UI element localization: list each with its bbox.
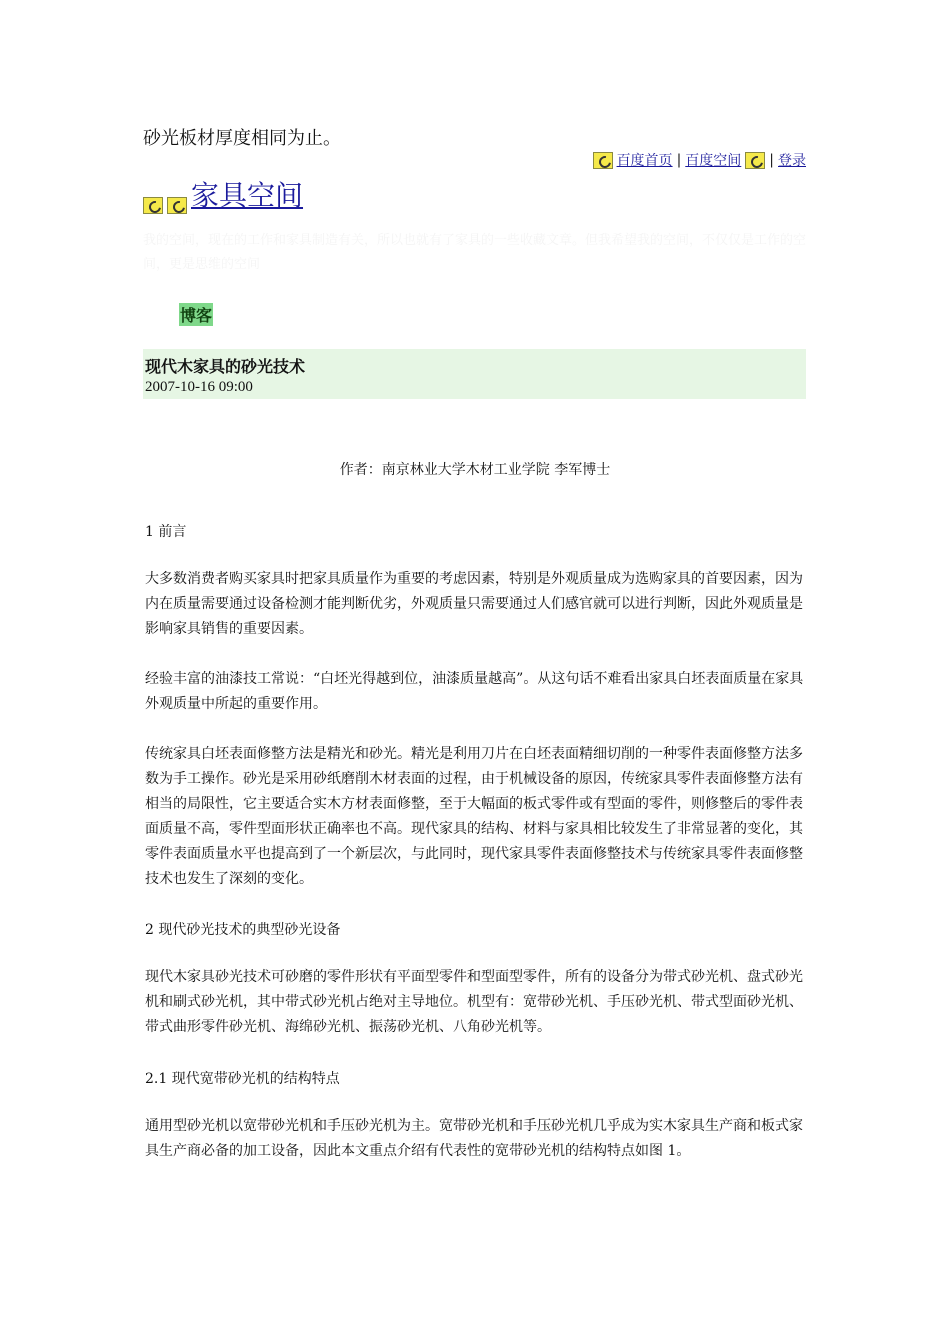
paragraph: 经验丰富的油漆技工常说：“白坯光得越到位，油漆质量越高”。从这句话不难看出家具白坯表面质量在家具外观质量中所起的重要作用。 [145, 671, 804, 712]
post-author: 作者：南京林业大学木材工业学院 李军博士 [339, 462, 611, 478]
section-heading: 1 前言 [145, 524, 187, 540]
post-date: 2007-10-16 09:00 [145, 379, 253, 395]
top-nav [593, 150, 806, 170]
paragraph: 通用型砂光机以宽带砂光机和手压砂光机为主。宽带砂光机和手压砂光机几乎成为实木家具生产商和板式家具生产商必备的加工设备，因此本文重点介绍有代表性的宽带砂光机的结构特点如图 1。 [145, 1118, 803, 1159]
login-link[interactable]: 登录 [778, 153, 806, 169]
site-title-link[interactable]: 家具空间 [191, 179, 304, 212]
baidu-home-link[interactable]: 百度首页 [616, 153, 673, 169]
blog-tag[interactable]: 博客 [179, 303, 213, 326]
site-description: 我的空间，现在的工作和家具制造有关，所以也就有了家具的一些收藏文章。但我希望我的空间，不仅仅是工作的空间，更是思维的空间 [143, 233, 807, 272]
site-header [143, 174, 303, 214]
top-text-line: 砂光板材厚度相同为止。 [143, 128, 341, 149]
baidu-logo-icon [143, 197, 163, 214]
baidu-logo-icon [167, 197, 187, 214]
section-heading: 2.1 现代宽带砂光机的结构特点 [145, 1071, 340, 1087]
paragraph: 传统家具白坯表面修整方法是精光和砂光。精光是利用刀片在白坯表面精细切削的一种零件表面修整方法多数为手工操作。砂光是采用砂纸磨削木材表面的过程，由于机械设备的原因，传统家具零件表面修整方法有相当的局限性，它主要适合实木方材表面修整，至于大幅面的板式零件或有型面的零件，则修整后的零件表面质量不高，零件型面形状正确率也不高。现代家具的结构、材料与家具相比较发生了非常显著的变化，其零件表面质量水平也提高到了一个新层次，与此同时，现代家具零件表面修整技术与传统家具零件表面修整技术也发生了深刻的变化。 [145, 746, 803, 887]
baidu-logo-icon [593, 152, 613, 169]
post-title: 现代木家具的砂光技术 [145, 357, 306, 376]
paragraph: 现代木家具砂光技术可砂磨的零件形状有平面型零件和型面型零件，所有的设备分为带式砂光机、盘式砂光机和刷式砂光机，其中带式砂光机占绝对主导地位。机型有：宽带砂光机、手压砂光机、带式型面砂光机、带式曲形零件砂光机、海绵砂光机、振荡砂光机、八角砂光机等。 [145, 969, 803, 1035]
nav-separator: | [676, 152, 682, 168]
nav-separator: | [769, 152, 774, 168]
baidu-logo-icon [745, 152, 765, 169]
paragraph: 大多数消费者购买家具时把家具质量作为重要的考虑因素，特别是外观质量成为选购家具的首要因素，因为内在质量需要通过设备检测才能判断优劣，外观质量只需要通过人们感官就可以进行判断，因此外观质量是影响家具销售的重要因素。 [145, 571, 803, 637]
baidu-space-link[interactable]: 百度空间 [685, 153, 742, 169]
section-heading: 2 现代砂光技术的典型砂光设备 [145, 922, 341, 938]
